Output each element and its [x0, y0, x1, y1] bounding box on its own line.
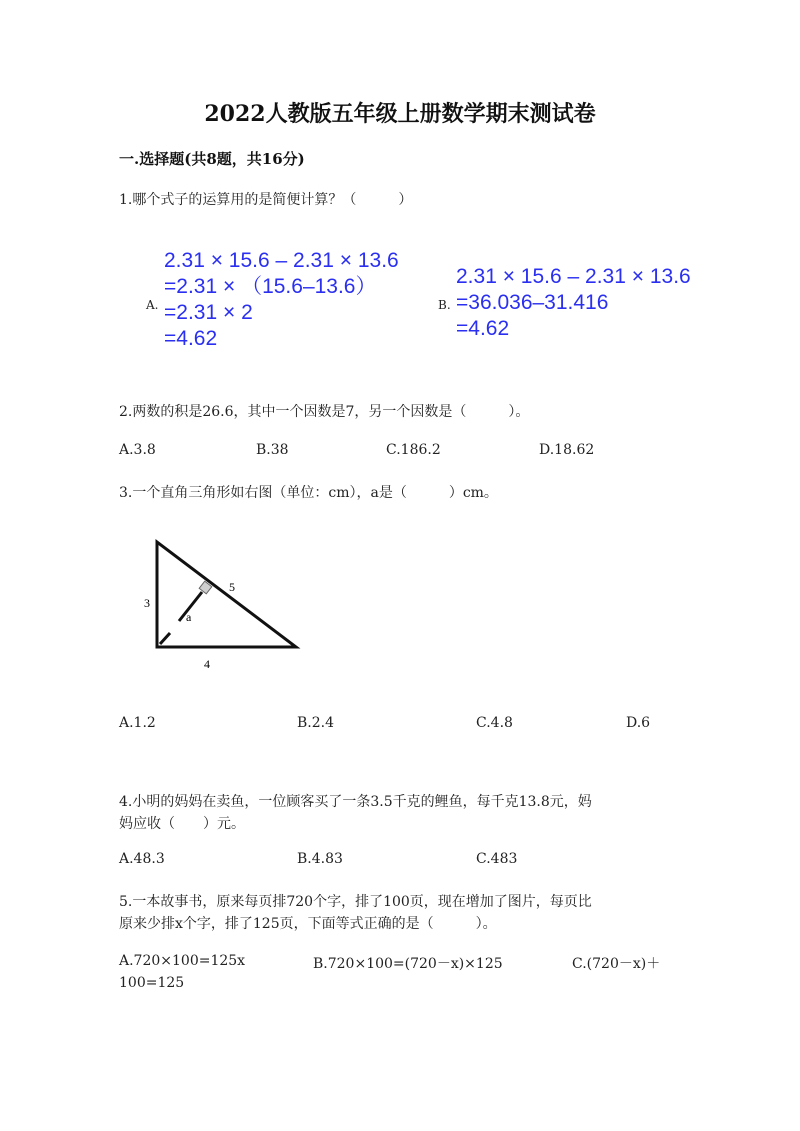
- q3-option-d: D.6: [626, 715, 651, 731]
- q5-option-a: A.720×100=125x: [119, 953, 246, 969]
- q3-option-c: C.4.8: [476, 715, 513, 731]
- q3-option-a: A.1.2: [119, 715, 156, 731]
- q2-option-b: B.38: [256, 442, 289, 458]
- triangle-outline: [157, 542, 296, 647]
- q5-option-c: C.(720－x)＋: [572, 956, 661, 972]
- question-5-line-2: 原来少排x个字，排了125页，下面等式正确的是（ ）。: [119, 916, 497, 932]
- q4-option-a: A.48.3: [119, 851, 165, 867]
- q1-b-line-3: =4.62: [456, 317, 510, 340]
- label-side-5: 5: [229, 580, 235, 594]
- q2-option-c: C.186.2: [386, 442, 441, 458]
- q3-right-triangle-figure: [130, 530, 310, 680]
- q1-a-line-1: 2.31 × 15.6 – 2.31 × 13.6: [164, 249, 399, 272]
- q4-option-c: C.483: [476, 851, 518, 867]
- q1-a-line-2: =2.31 × （15.6–13.6）: [164, 275, 377, 298]
- altitude-dash-1: [160, 633, 170, 644]
- question-4-line-1: 4.小明的妈妈在卖鱼，一位顾客买了一条3.5千克的鲤鱼，每千克13.8元，妈: [119, 794, 592, 810]
- label-side-4: 4: [204, 657, 210, 671]
- question-5-line-1: 5.一本故事书，原来每页排720个字，排了100页，现在增加了图片，每页比: [119, 894, 592, 910]
- label-height-a: a: [186, 610, 192, 624]
- page-title: 2022人教版五年级上册数学期末测试卷: [204, 101, 596, 127]
- question-1-text: 1.哪个式子的运算用的是简便计算？（ ）: [119, 192, 413, 208]
- section-heading: 一.选择题(共8题，共16分): [119, 150, 305, 168]
- q1-option-b-letter: B.: [438, 298, 451, 312]
- question-3-text: 3.一个直角三角形如右图（单位：cm），a是（ ）cm。: [119, 485, 498, 501]
- q5-option-b: B.720×100=(720－x)×125: [313, 956, 503, 972]
- q2-option-a: A.3.8: [119, 442, 156, 458]
- q1-b-line-1: 2.31 × 15.6 – 2.31 × 13.6: [456, 265, 691, 288]
- question-4-line-2: 妈应收（ ）元。: [119, 816, 245, 832]
- q1-b-line-2: =36.036–31.416: [456, 291, 609, 314]
- label-side-3: 3: [144, 596, 150, 610]
- q1-a-line-3: =2.31 × 2: [164, 301, 253, 324]
- q1-a-line-4: =4.62: [164, 327, 218, 350]
- q3-option-b: B.2.4: [297, 715, 335, 731]
- q1-option-a-letter: A.: [146, 298, 159, 312]
- q2-option-d: D.18.62: [539, 442, 595, 458]
- q4-option-b: B.4.83: [297, 851, 343, 867]
- q5-option-c-continued: 100=125: [119, 975, 185, 991]
- q1-option-b-formula: [456, 264, 691, 342]
- q1-option-a-formula: [164, 248, 399, 352]
- question-2-text: 2.两数的积是26.6，其中一个因数是7，另一个因数是（ ）。: [119, 404, 530, 420]
